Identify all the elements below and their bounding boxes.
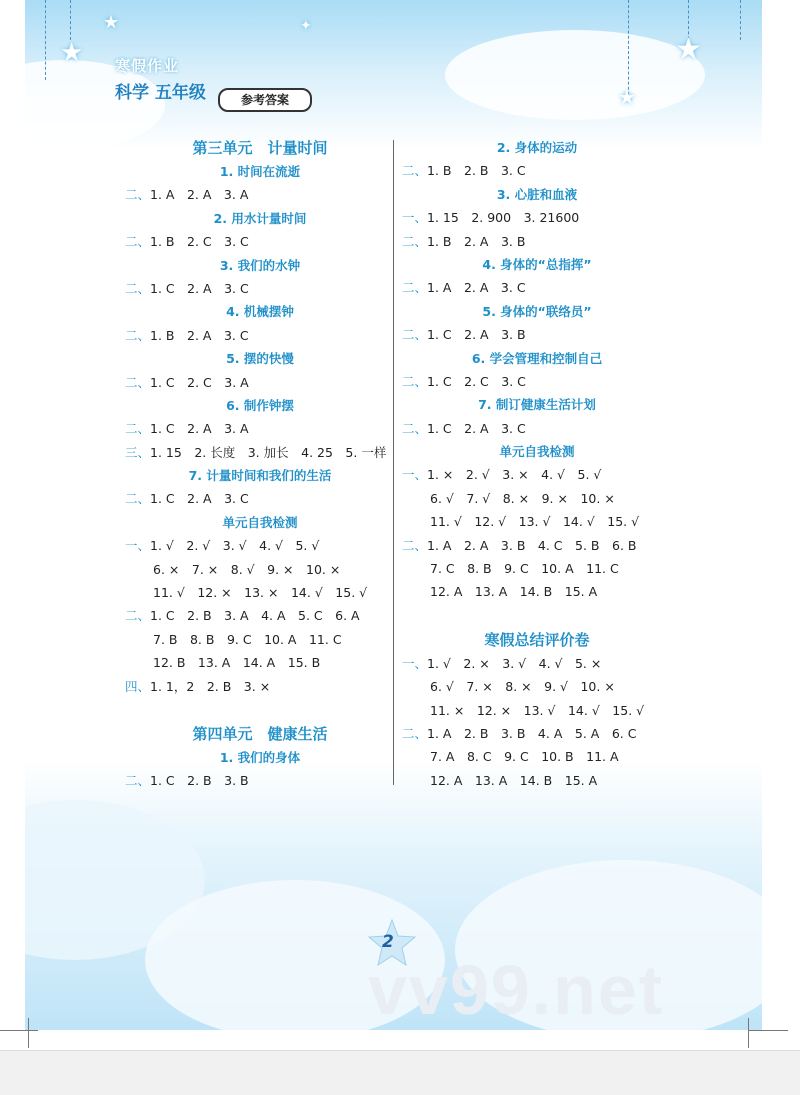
section-title: 6. 制作钟摆	[226, 397, 294, 413]
answer-line: 6. √ 7. × 8. × 9. √ 10. ×	[430, 679, 615, 695]
answer-line: 6. √ 7. √ 8. × 9. × 10. ×	[430, 490, 615, 506]
answer-line: 7. B 8. B 9. C 10. A 11. C	[153, 631, 342, 647]
question-mark: 二、	[402, 725, 428, 741]
right-column	[402, 136, 672, 792]
question-mark: 三、	[125, 444, 151, 460]
answer-line	[125, 441, 395, 464]
answer-line	[125, 769, 395, 792]
question-mark: 二、	[125, 608, 151, 624]
answers: 1. B 2. C 3. C	[150, 234, 249, 250]
cloud-decoration	[445, 30, 705, 120]
answers: 1. B 2. A 3. C	[150, 327, 249, 343]
answer-line	[402, 323, 672, 346]
star-icon: ★	[675, 32, 702, 67]
answers: 1. C 2. A 3. B	[427, 327, 526, 343]
question-mark: 二、	[125, 187, 151, 203]
viewer-bottom-bar	[0, 1050, 800, 1095]
question-mark: 四、	[125, 678, 151, 694]
question-mark: 二、	[125, 421, 151, 437]
answer-line	[402, 534, 672, 557]
answer-line: 11. × 12. × 13. √ 14. √ 15. √	[430, 702, 645, 718]
question-mark: 二、	[125, 374, 151, 390]
answer-line	[125, 324, 395, 347]
answer-line	[402, 276, 672, 299]
section-title: 单元自我检测	[499, 444, 575, 460]
question-mark: 一、	[402, 655, 428, 671]
answers: 1. B 2. A 3. B	[427, 233, 526, 249]
answer-line	[125, 183, 395, 206]
answers: 1. A 2. B 3. B 4. A 5. A 6. C	[427, 725, 637, 741]
spacer	[402, 604, 672, 628]
question-mark: 二、	[125, 234, 151, 250]
answer-line: 7. A 8. C 9. C 10. B 11. A	[430, 749, 619, 765]
star-icon: ★	[618, 85, 636, 109]
exam-title: 寒假总结评价卷	[484, 630, 590, 649]
answer-line	[402, 370, 672, 393]
book-title	[115, 55, 206, 103]
question-mark: 二、	[125, 773, 151, 789]
answer-badge: 参考答案	[218, 88, 312, 112]
answer-line	[402, 230, 672, 253]
answers: 1. A 2. A 3. A	[150, 187, 249, 203]
answers: 1. C 2. C 3. A	[150, 374, 249, 390]
star-icon: ★	[103, 12, 120, 33]
answer-line: 11. √ 12. √ 13. √ 14. √ 15. √	[430, 514, 640, 530]
section-title: 2. 用水计量时间	[213, 210, 307, 226]
answers: 1. B 2. B 3. C	[427, 163, 526, 179]
section-title: 7. 计量时间和我们的生活	[188, 468, 332, 484]
unit-title: 第四单元 健康生活	[192, 724, 328, 743]
section-title: 1. 我们的身体	[219, 749, 301, 765]
answer-line: 12. B 13. A 14. A 15. B	[153, 655, 321, 671]
crop-mark	[748, 1030, 788, 1051]
section-title: 4. 身体的“总指挥”	[482, 256, 592, 272]
star-icon: ✦	[300, 18, 312, 34]
question-mark: 二、	[402, 537, 428, 553]
answer-line: 7. C 8. B 9. C 10. A 11. C	[430, 561, 619, 577]
section-title: 6. 学会管理和控制自己	[471, 350, 603, 366]
answer-line	[402, 652, 672, 675]
crop-mark	[0, 1030, 38, 1051]
question-mark: 二、	[402, 280, 428, 296]
answers: 1. C 2. A 3. A	[150, 421, 249, 437]
answers: 1. C 2. C 3. C	[427, 373, 526, 389]
answer-line	[402, 206, 672, 229]
answer-line	[402, 463, 672, 486]
question-mark: 一、	[402, 467, 428, 483]
answer-line	[125, 487, 395, 510]
answer-line	[125, 675, 395, 698]
section-title: 3. 心脏和血液	[496, 186, 578, 202]
hanging-line	[45, 0, 46, 80]
section-title: 3. 我们的水钟	[219, 257, 301, 273]
question-mark: 一、	[125, 538, 151, 554]
answer-line: 6. × 7. × 8. √ 9. × 10. ×	[153, 561, 341, 577]
answers: 1. × 2. √ 3. × 4. √ 5. √	[427, 467, 602, 483]
section-title: 4. 机械摆钟	[226, 304, 294, 320]
answer-line: 11. √ 12. × 13. × 14. √ 15. √	[153, 585, 368, 601]
answer-line: 12. A 13. A 14. B 15. A	[430, 584, 598, 600]
watermark: vv99.net	[368, 951, 665, 1029]
question-mark: 二、	[125, 280, 151, 296]
book-series: 寒假作业	[115, 57, 180, 75]
section-title: 单元自我检测	[222, 514, 298, 530]
left-column	[125, 136, 395, 793]
answer-line	[402, 417, 672, 440]
answers: 1. 15 2. 长度 3. 加长 4. 25 5. 一样	[150, 444, 387, 460]
answers: 1. √ 2. × 3. √ 4. √ 5. ×	[427, 655, 602, 671]
answer-line	[125, 604, 395, 627]
answer-line	[402, 722, 672, 745]
answers: 1. 1，2 2. B 3. ×	[150, 678, 271, 694]
page-number: 2	[382, 932, 394, 952]
answer-line	[125, 277, 395, 300]
spacer	[125, 698, 395, 722]
answers: 1. C 2. A 3. C	[150, 491, 249, 507]
answers: 1. C 2. A 3. C	[150, 280, 249, 296]
section-title: 2. 身体的运动	[496, 140, 578, 155]
answers: 1. C 2. A 3. C	[427, 420, 526, 436]
answer-line	[402, 159, 672, 182]
section-title: 5. 身体的“联络员”	[482, 303, 592, 319]
answer-line	[125, 371, 395, 394]
answers: 1. A 2. A 3. B 4. C 5. B 6. B	[427, 537, 637, 553]
answer-line	[125, 230, 395, 253]
question-mark: 二、	[125, 327, 151, 343]
answer-line	[125, 534, 395, 557]
question-mark: 二、	[402, 373, 428, 389]
answers: 1. A 2. A 3. C	[427, 280, 526, 296]
section-title: 7. 制订健康生活计划	[478, 397, 596, 413]
star-icon: ★	[60, 38, 84, 68]
book-subject-grade: 科学 五年级	[115, 83, 206, 103]
section-title: 5. 摆的快慢	[226, 351, 294, 367]
hanging-line	[740, 0, 741, 40]
answer-line	[125, 417, 395, 440]
unit-title: 第三单元 计量时间	[192, 139, 328, 157]
question-mark: 二、	[402, 233, 428, 249]
answers: 1. 15 2. 900 3. 21600	[427, 210, 580, 226]
hanging-line	[70, 0, 71, 40]
section-title: 1. 时间在流逝	[219, 164, 301, 179]
answers: 1. √ 2. √ 3. √ 4. √ 5. √	[150, 538, 320, 554]
question-mark: 一、	[402, 210, 428, 226]
answer-line: 12. A 13. A 14. B 15. A	[430, 772, 598, 788]
answers: 1. C 2. B 3. B	[150, 773, 249, 789]
question-mark: 二、	[402, 327, 428, 343]
answers: 1. C 2. B 3. A 4. A 5. C 6. A	[150, 608, 360, 624]
question-mark: 二、	[125, 491, 151, 507]
question-mark: 二、	[402, 163, 428, 179]
question-mark: 二、	[402, 420, 428, 436]
